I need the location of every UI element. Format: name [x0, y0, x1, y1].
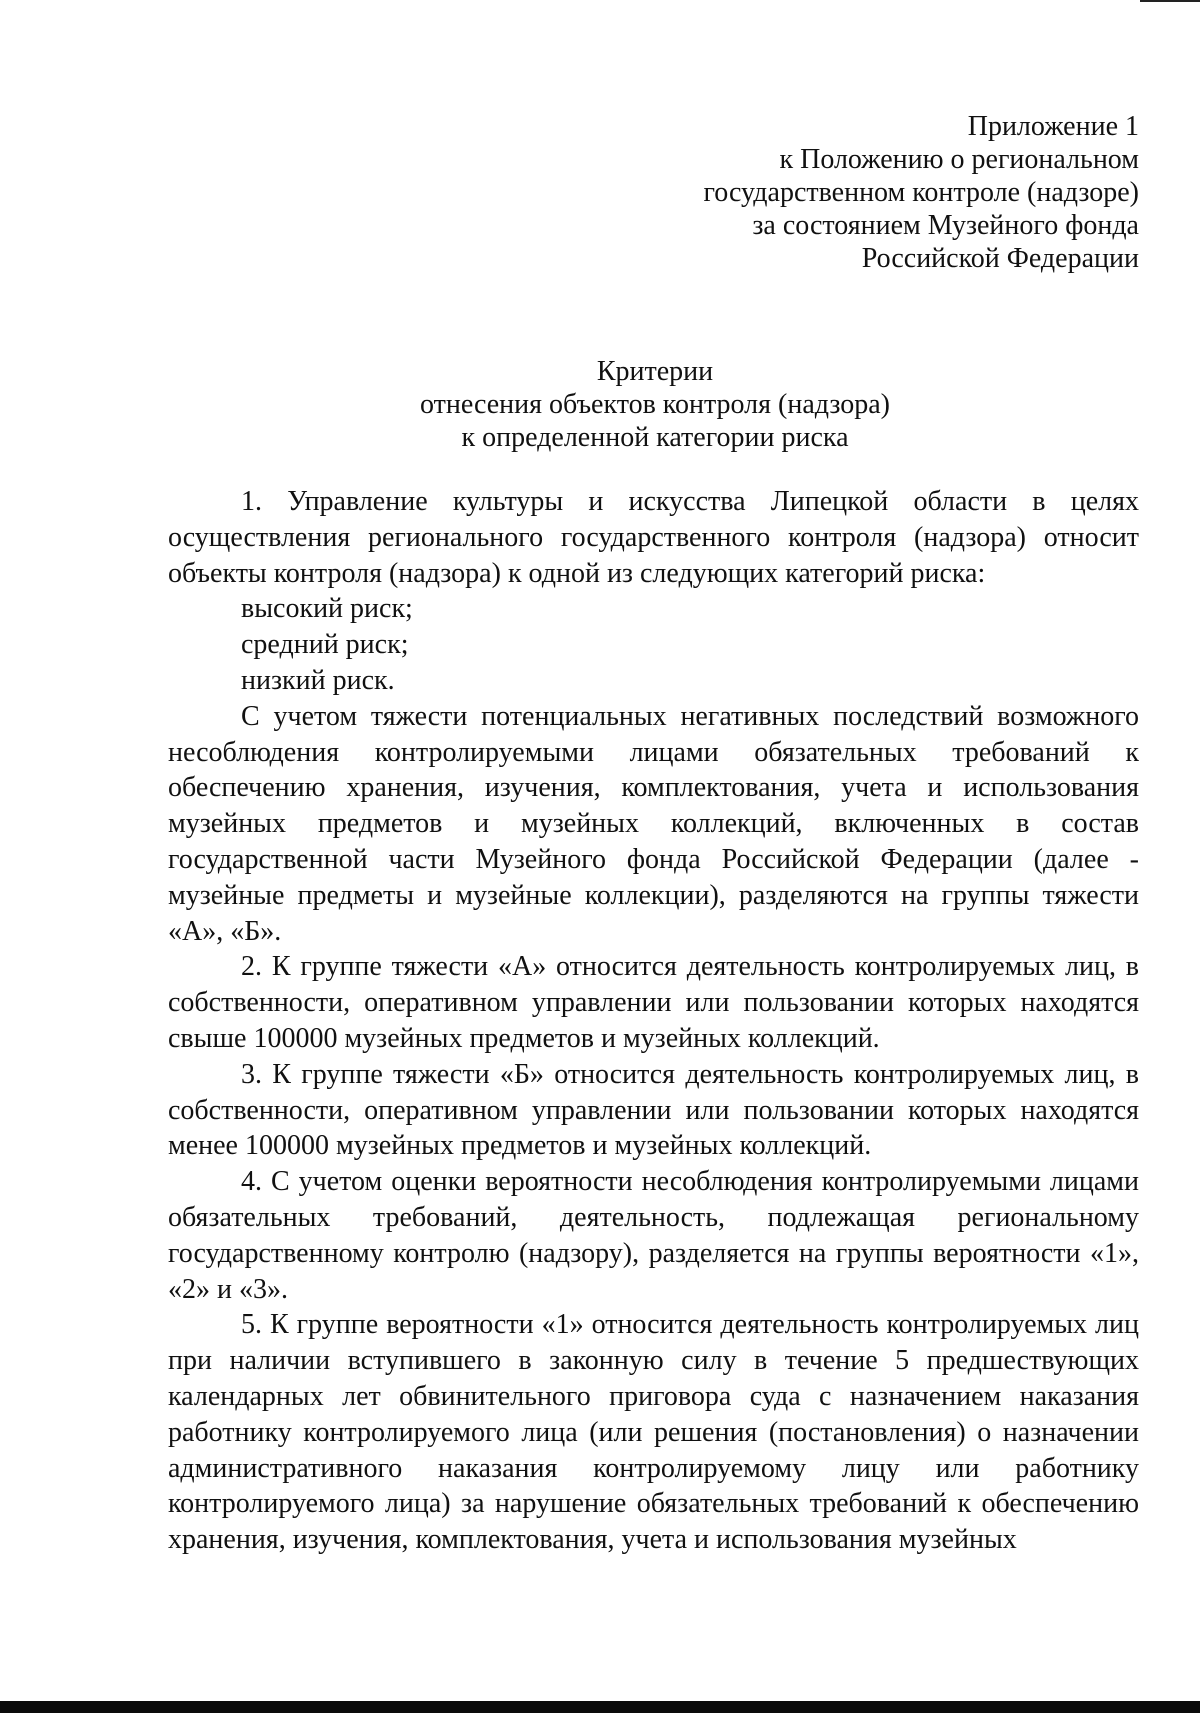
appendix-line: к Положению о региональном	[779, 144, 1139, 175]
paragraph-2: 2. К группе тяжести «А» относится деятельность контролируемых лиц, в собственности, оперативном управлении или пользовании которых находятся свыше 100000 музейных предметов и музейных коллекций.	[168, 951, 1139, 1054]
paragraph-1: 1. Управление культуры и искусства Липецкой области в целях осуществления регионального государственного контроля (надзора) относит объекты контроля (надзора) к одной из следующих категорий риска:	[168, 486, 1139, 589]
paragraph-3: 3. К группе тяжести «Б» относится деятельность контролируемых лиц, в собственности, оперативном управлении или пользовании которых находятся менее 100000 музейных предметов и музейных коллекций.	[168, 1058, 1139, 1162]
scan-edge-line	[1140, 0, 1200, 2]
appendix-line: за состоянием Музейного фонда	[752, 210, 1139, 241]
title-line: Критерии	[596, 356, 714, 387]
risk-list-item: средний риск;	[241, 629, 409, 661]
appendix-line: Приложение 1	[967, 111, 1139, 142]
paragraph-4: 4. С учетом оценки вероятности несоблюдения контролируемыми лицами обязательных требований, деятельность, подлежащая региональному государственному контролю (надзору), разделяется на группы вероятности «1», «2» и «3».	[168, 1166, 1139, 1305]
risk-list-item: высокий риск;	[241, 593, 413, 625]
appendix-line: государственном контроле (надзоре)	[703, 177, 1139, 208]
document-body	[168, 484, 1139, 1558]
risk-list-item: низкий риск.	[241, 664, 395, 696]
appendix-line: Российской Федерации	[861, 243, 1139, 274]
paragraph-5: 5. К группе вероятности «1» относится деятельность контролируемых лиц при наличии вступившего в законную силу в течение 5 предшествующих календарных лет обвинительного приговора суда с назначением наказания работнику контролируемого лица (или решения (постановления) о назначении административного наказания контролируемому лицу или работнику контролируемого лица) за нарушение обязательных требований к обеспечению хранения, изучения, комплектования, учета и использования музейных	[168, 1309, 1139, 1556]
paragraph-severity: С учетом тяжести потенциальных негативных последствий возможного несоблюдения контролируемыми лицами обязательных требований к обеспечению хранения, изучения, комплектования, учета и использования музейных предметов и музейных коллекций, включенных в состав государственной части Музейного фонда Российской Федерации (далее - музейные предметы и музейные коллекции), разделяются на группы тяжести «А», «Б».	[168, 700, 1139, 947]
appendix-header	[703, 110, 1139, 275]
document-title	[0, 355, 1200, 454]
title-line: к определенной категории риска	[461, 422, 849, 453]
title-line: отнесения объектов контроля (надзора)	[420, 389, 890, 420]
scan-bottom-edge	[0, 1701, 1200, 1713]
